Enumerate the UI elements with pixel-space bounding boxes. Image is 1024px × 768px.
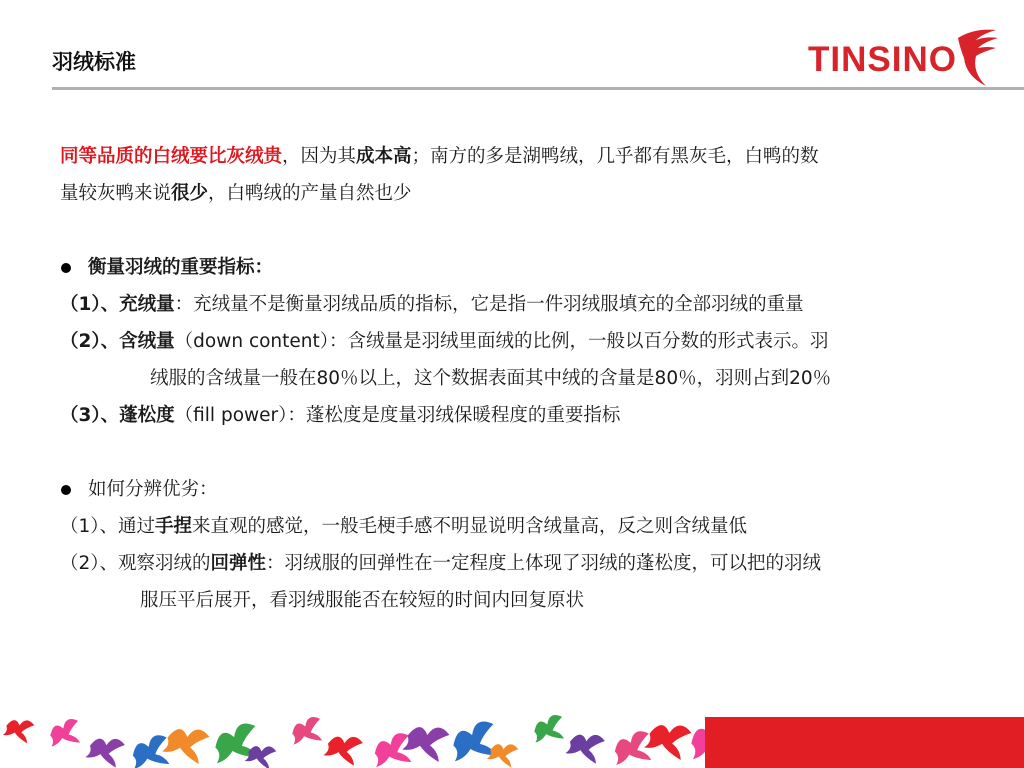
bird-icon [323, 731, 364, 766]
item-text: ：羽绒服的回弹性在一定程度上体现了羽绒的蓬松度，可以把的羽绒 [266, 553, 822, 574]
bird-icon [530, 713, 568, 746]
intro-text: ，因为其 [282, 146, 357, 167]
bird-icon [244, 742, 277, 768]
bird-icon [643, 719, 692, 761]
item-text: （fill power）：蓬松度是度量羽绒保暖程度的重要指标 [174, 405, 621, 426]
item-term: 回弹性 [210, 553, 267, 574]
section1-item-2 [60, 323, 1010, 360]
bullet-icon [61, 263, 71, 273]
item-number: （1）、 [60, 294, 120, 315]
header-divider [52, 87, 1024, 90]
tinsino-logo [806, 26, 1002, 88]
bird-icon [2, 716, 35, 744]
item-term: 含绒量 [119, 331, 175, 352]
item-number: （3）、 [60, 405, 120, 426]
bird-icon [685, 717, 705, 764]
item-term: 手捏 [155, 516, 193, 537]
bird-icon [486, 740, 519, 768]
section1-item-3 [60, 397, 1010, 434]
intro-emphasis-cost: 成本高 [356, 146, 412, 167]
bird-icon [85, 733, 126, 768]
intro-text-3: 量较灰鸭来说 [60, 183, 172, 204]
section2-item-1 [60, 508, 1010, 545]
bird-icon [209, 721, 264, 768]
section2-item-2-continued: 服压平后展开，看羽绒服能否在较短的时间内回复原状 [140, 590, 585, 611]
bird-icon [46, 717, 84, 750]
item-prefix: （1）、通过 [60, 516, 156, 537]
bird-icon [288, 715, 326, 748]
bullet-icon [61, 485, 71, 495]
section2-heading [60, 471, 1010, 508]
decorative-birds-band [0, 700, 705, 768]
bird-icon [161, 723, 210, 765]
footer-red-block [705, 717, 1024, 768]
section1-item-2-continued: 绒服的含绒量一般在80％以上，这个数据表面其中绒的含量是80％，羽则占到20％ [150, 368, 832, 389]
slide-content [60, 138, 1010, 619]
section2-item-2 [60, 545, 1010, 582]
bird-icon [447, 719, 502, 766]
logo-bird-icon [952, 26, 1002, 88]
logo-text: TINSINO [808, 40, 957, 79]
intro-paragraph [60, 138, 1010, 212]
bird-icon [401, 721, 450, 763]
slide-title: 羽绒标准 [52, 50, 136, 74]
item-number: （2）、 [60, 331, 120, 352]
section2-heading-text: 如何分辨优劣： [88, 479, 218, 500]
intro-text-4: ，白鸭绒的产量自然也少 [208, 183, 412, 204]
item-text: （down content）：含绒量是羽绒里面绒的比例，一般以百分数的形式表示。羽 [174, 331, 829, 352]
intro-text-2: ；南方的多是湖鸭绒，几乎都有黑灰毛，白鸭的数 [411, 146, 819, 167]
section1-heading [60, 249, 1010, 286]
section1-heading-text: 衡量羽绒的重要指标： [88, 257, 274, 278]
item-term: 充绒量 [119, 294, 175, 315]
item-term: 蓬松度 [119, 405, 175, 426]
item-text: 来直观的感觉，一般毛梗手感不明显说明含绒量高，反之则含绒量低 [192, 516, 748, 537]
intro-highlight: 同等品质的白绒要比灰绒贵 [60, 146, 283, 167]
section1-item-1 [60, 286, 1010, 323]
item-text: ：充绒量不是衡量羽绒品质的指标，它是指一件羽绒服填充的全部羽绒的重量 [174, 294, 804, 315]
item-prefix: （2）、观察羽绒的 [60, 553, 211, 574]
intro-emphasis-few: 很少 [171, 183, 209, 204]
bird-icon [609, 729, 655, 768]
bird-icon [565, 729, 606, 764]
